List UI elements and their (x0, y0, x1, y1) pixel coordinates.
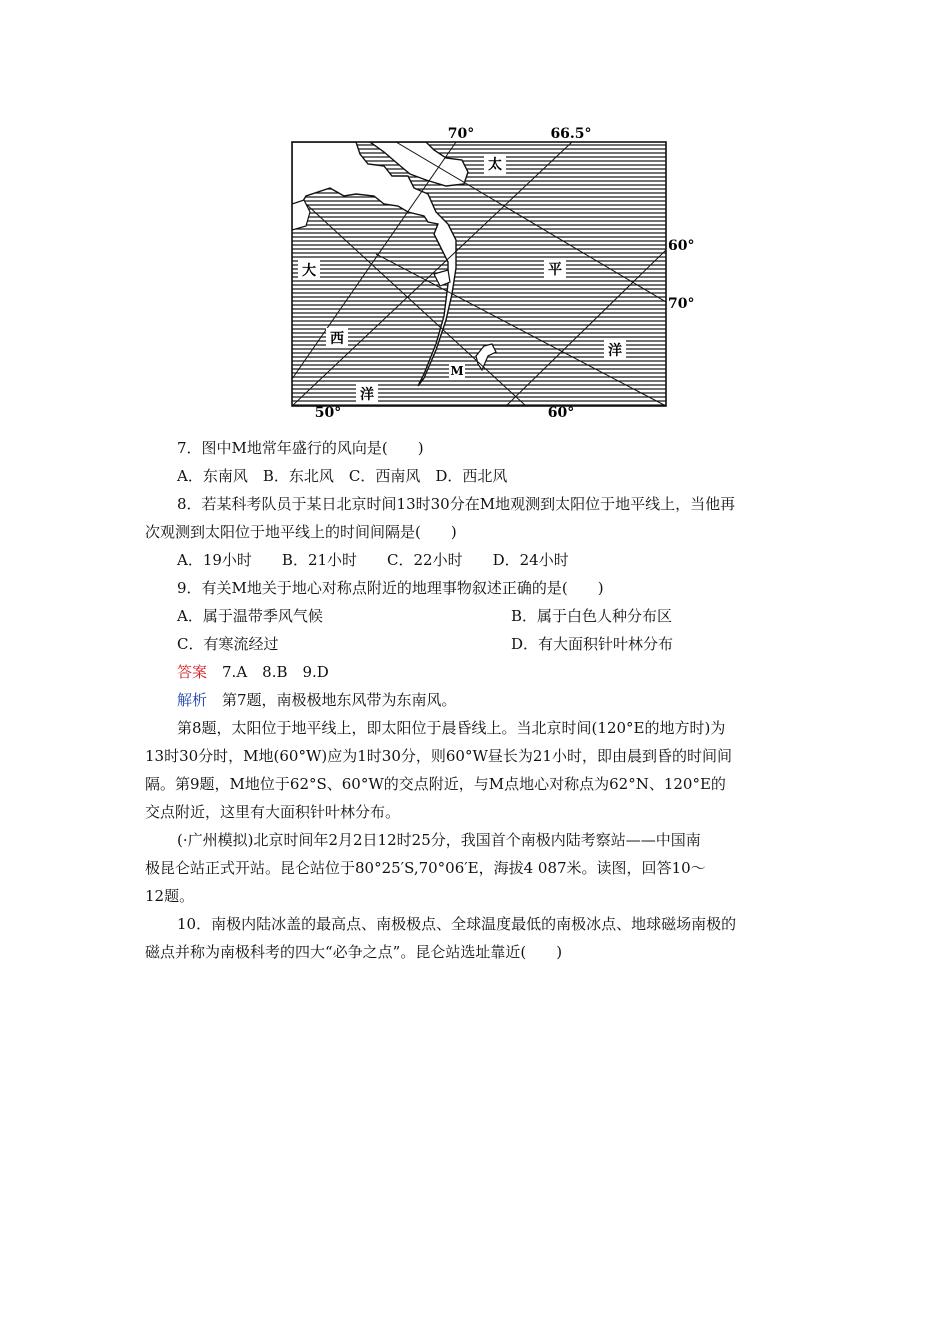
q10-line1: 10．南极内陆冰盖的最高点、南极极点、全球温度最低的南极冰点、地球磁场南极的 (177, 915, 737, 933)
antarctic-peninsula-map (286, 124, 695, 421)
analysis-p4: 交点附近，这里有大面积针叶林分布。 (145, 803, 401, 821)
lon-label-60: 60° (547, 405, 575, 421)
lat-label-70-top: 70° (447, 126, 475, 142)
analysis-label: 解析 (177, 691, 208, 709)
lat-label-70-right: 70° (668, 296, 695, 312)
intro-line2: 极昆仑站正式开站。昆仑站位于80°25′S,70°06′E，海拔4 087米。读图，回答10～ (145, 859, 706, 877)
q9-stem: 9．有关M地关于地心对称点附近的地理事物叙述正确的是( ) (177, 579, 604, 597)
lon-label-50: 50° (314, 405, 342, 421)
ocean-char-3: 洋 (608, 343, 622, 359)
q9-option-d: D．有大面积针叶林分布 (511, 635, 674, 653)
lat-label-66-5: 66.5° (550, 126, 592, 142)
lat-label-60-right: 60° (668, 238, 695, 254)
analysis-p1: 第8题，太阳位于地平线上，即太阳位于晨昏线上。当北京时间(120°E的地方时)为 (177, 719, 726, 737)
q8-options: A．19小时 B．21小时 C．22小时 D．24小时 (177, 551, 569, 569)
ocean-char-1: 太 (488, 157, 502, 173)
q9-option-c: C．有寒流经过 (177, 635, 279, 653)
q9-option-b: B．属于白色人种分布区 (511, 607, 673, 625)
point-m-label: M (450, 364, 464, 378)
analysis-p2: 13时30分时，M地(60°W)应为1时30分，则60°W昼长为21小时，即由晨到昏的时间间 (145, 747, 732, 765)
answer-label: 答案 (177, 663, 208, 681)
q8-stem-line2: 次观测到太阳位于地平线上的时间间隔是( ) (145, 523, 457, 541)
intro-line1: (·广州模拟)北京时间年2月2日12时25分，我国首个南极内陆考察站——中国南 (177, 831, 701, 849)
ocean-char-5: 西 (330, 331, 344, 347)
q8-stem-line1: 8．若某科考队员于某日北京时间13时30分在M地观测到太阳位于地平线上，当他再 (177, 495, 736, 513)
q7-options: A．东南风 B．东北风 C．西南风 D．西北风 (177, 467, 508, 485)
answer-text: 7.A 8.B 9.D (207, 663, 329, 681)
q7-stem: 7．图中M地常年盛行的风向是( ) (177, 439, 424, 457)
ocean-char-4: 大 (302, 263, 316, 279)
answer-line (177, 658, 329, 686)
ocean-char-2: 平 (548, 262, 562, 278)
analysis-p3: 隔。第9题，M地位于62°S、60°W的交点附近，与M点地心对称点为62°N、120°E的 (145, 775, 726, 793)
q10-line2: 磁点并称为南极科考的四大“必争之点”。昆仑站选址靠近( ) (145, 943, 563, 961)
analysis-line (177, 686, 457, 714)
q9-option-a: A．属于温带季风气候 (177, 607, 323, 625)
intro-line3: 12题。 (145, 887, 195, 905)
ocean-char-6: 洋 (360, 387, 374, 403)
analysis-text: 第7题，南极极地东风带为东南风。 (207, 691, 457, 709)
